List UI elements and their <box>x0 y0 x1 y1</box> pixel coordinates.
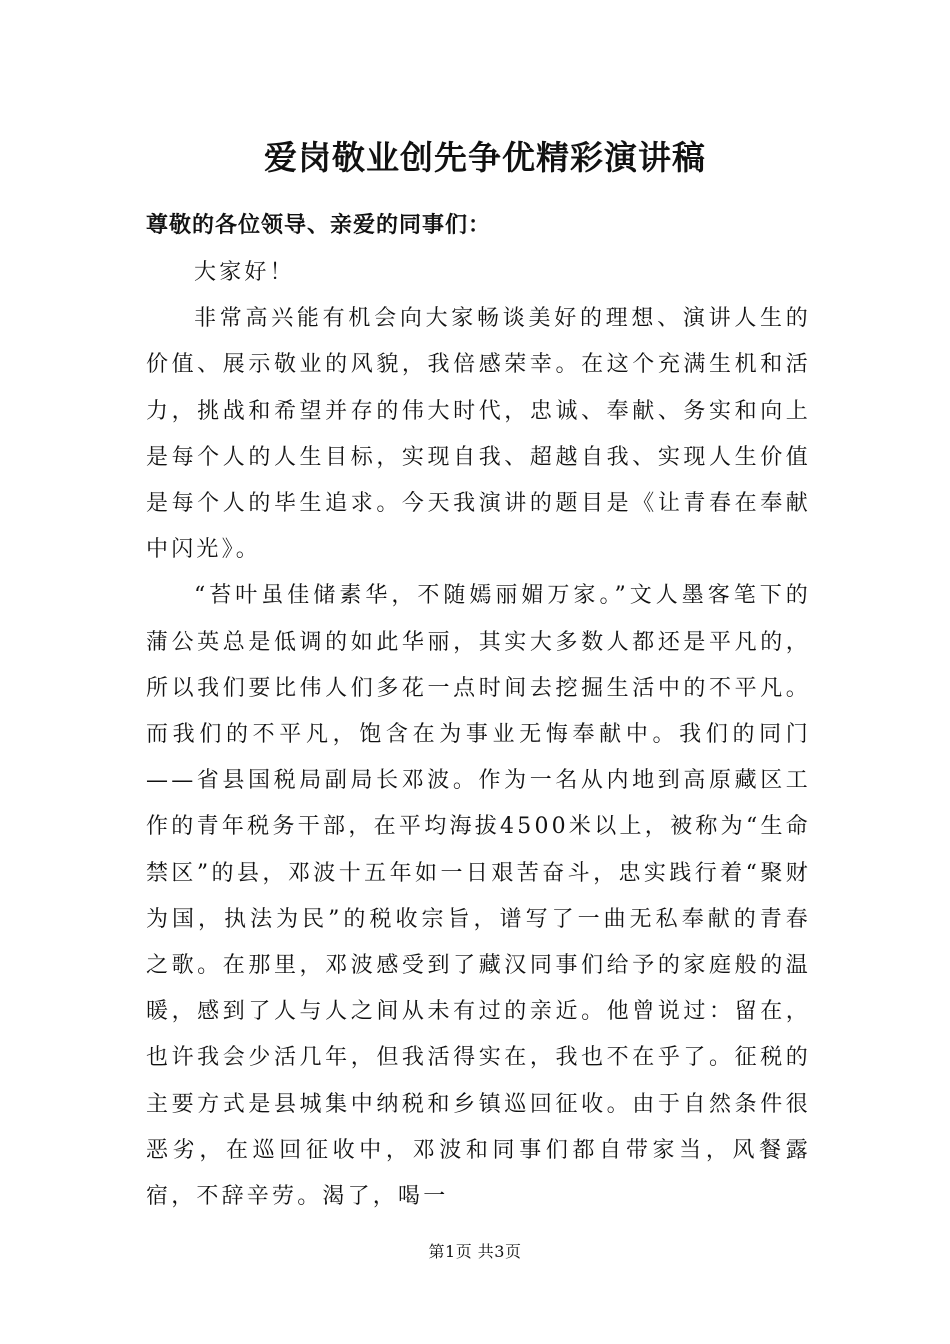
paragraph-story: “苔叶虽佳储素华，不随嫣丽媚万家。”文人墨客笔下的蒲公英总是低调的如此华丽，其实大多数人都还是平凡的，所以我们要比伟人们多花一点时间去挖掘生活中的不平凡。而我们的不平凡，饱含在为事业无悔奉献中。我们的同门——省县国税局副局长邓波。作为一名从内地到高原藏区工作的青年税务干部，在平均海拔4500米以上，被称为“生命禁区”的县，邓波十五年如一日艰苦奋斗，忠实践行着“聚财为国，执法为民”的税收宗旨，谱写了一曲无私奉献的青春之歌。在那里，邓波感受到了藏汉同事们给予的家庭般的温暖，感到了人与人之间从未有过的亲近。他曾说过：留在，也许我会少活几年，但我活得实在，我也不在乎了。征税的主要方式是县城集中纳税和乡镇巡回征收。由于自然条件很恶劣，在巡回征收中，邓波和同事们都自带家当，风餐露宿，不辞辛劳。渴了，喝一 <box>146 583 811 1210</box>
document-title: 爱岗敬业创先争优精彩演讲稿 <box>264 138 706 177</box>
paragraph-greeting: 大家好！ <box>194 260 295 285</box>
paragraph-intro: 非常高兴能有机会向大家畅谈美好的理想、演讲人生的价值、展示敬业的风貌，我倍感荣幸。在这个充满生机和活力，挑战和希望并存的伟大时代，忠诚、奉献、务实和向上是每个人的人生目标，实现自我、超越自我、实现人生价值是每个人的毕生追求。今天我演讲的题目是《让青春在奉献中闪光》。 <box>146 306 811 563</box>
document-body <box>146 250 811 1220</box>
salutation: 尊敬的各位领导、亲爱的同事们： <box>146 212 492 238</box>
page-footer: 第1页 共3页 <box>428 1242 522 1261</box>
